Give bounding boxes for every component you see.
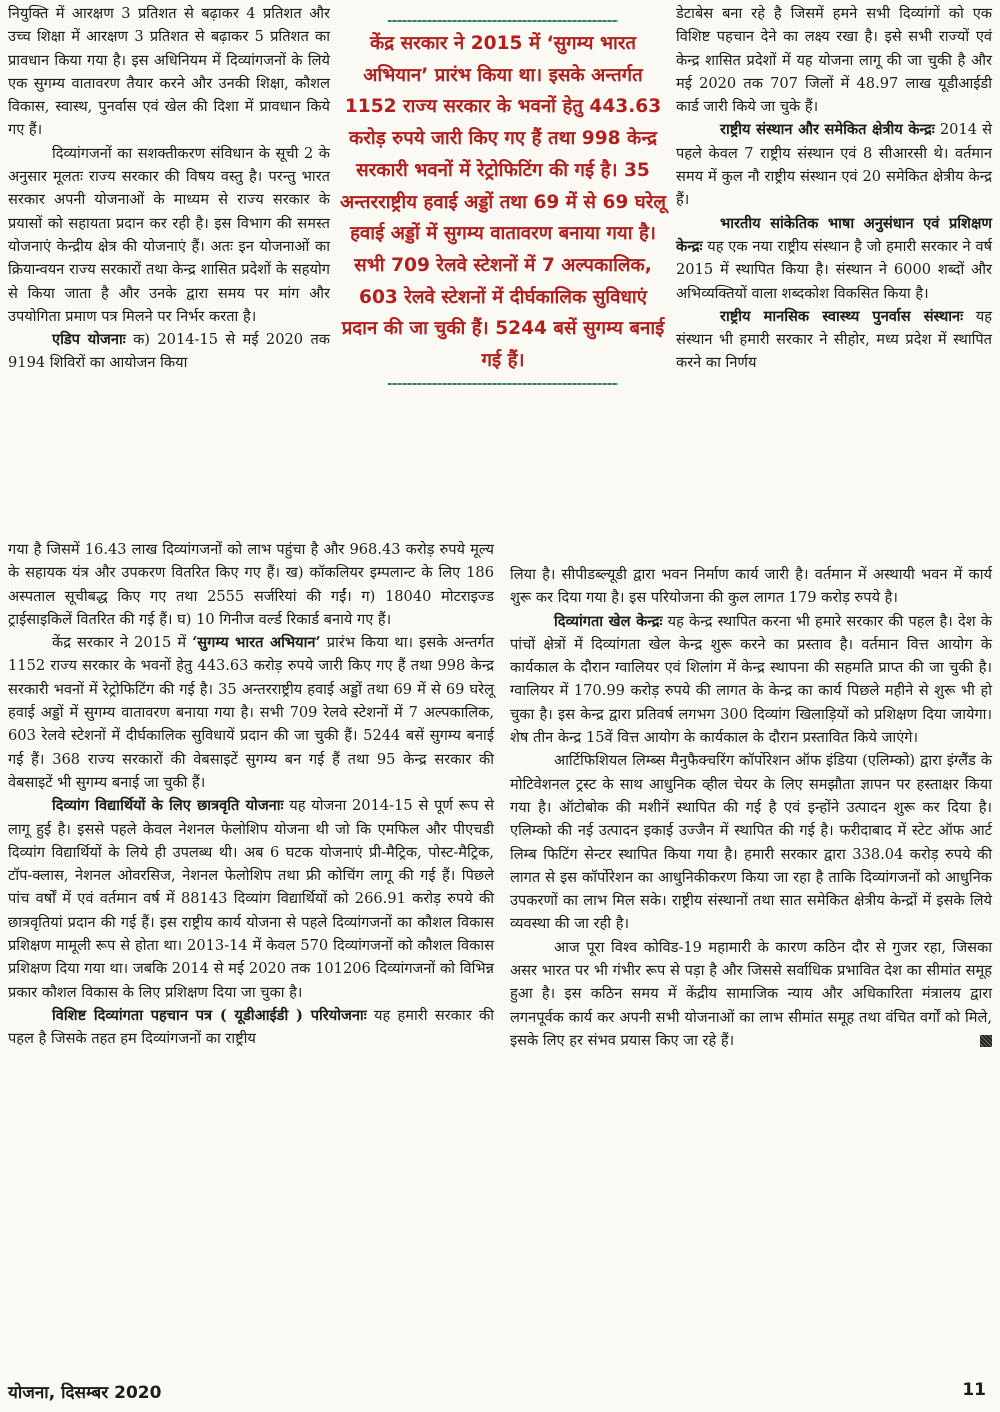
page-number: 11 [962, 1380, 986, 1400]
paragraph-isl [676, 212, 992, 305]
paragraph: डेटाबेस बना रहे है जिसमें हमने सभी दिव्यांगों को एक विशिष्ट पहचान देने का लक्ष्य रखा है। इसे सभी राज्यों एवं केन्द्र शासित प्रदेशों में यह योजना लागू की जा चुकी है और मई 2020 तक 707 जिलों में 48.97 लाख यूडीआईडी कार्ड जारी किये जा चुके हैं। [676, 5, 992, 116]
paragraph-scholarship [8, 794, 494, 1004]
pull-quote-text: केंद्र सरकार ने 2015 में ‘सुगम्य भारत अभियान’ प्रारंभ किया था। इसके अन्तर्गत 1152 राज्य सरकार के भवनों हेतु 443.63 करोड़ रुपये जारी किए गए हैं तथा 998 केन्द्र सरकारी भवनों में रेट्रोफिटिंग की गई है। 35 अन्तरराष्ट्रीय हवाई अड्डों तथा 69 में से 69 घरेलू हवाई अड्डों में सुगम्य वातावरण बनाया गया है। सभी 709 रेलवे स्टेशनों में 7 अल्पकालिक, 603 रेलवे स्टेशनों में दीर्घकालिक सुविधाएं प्रदान की जा चुकी हैं। 5244 बसें सुगम्य बनाई गई हैं। [340, 33, 666, 372]
paragraph-text: यह हमारी सरकार की पहल है जिसके तहत हम दिव्यांगजनों का राष्ट्रीय [8, 1006, 495, 1048]
section-heading: विशिष्ट दिव्यांगता पहचान पत्र ( यूडीआईडी ) परियोजनाः [52, 1006, 367, 1024]
campaign-name: ‘सुगम्य भारत अभियान’ [192, 634, 321, 652]
end-of-article-icon [980, 1035, 992, 1047]
paragraph-udid [8, 1004, 494, 1051]
paragraph: आर्टिफिशियल लिम्ब्स मैनुफैक्चरिंग कॉर्पोरेशन ऑफ इंडिया (एलिम्को) द्वारा इंग्लैंड के मोटिवेशनल ट्रस्ट के साथ आधुनिक व्हील चेयर के लिए समझौता ज्ञापन पर हस्ताक्षर किया गया है। ऑटोबोक की मशीनें स्थापित की गई है एवं इन्होंने उत्पादन शुरू कर दिया है। एलिम्को की नई उत्पादन इकाई उज्जैन में स्थापित की गई है। फरीदाबाद में स्टेट ऑफ आर्ट लिम्ब फिटिंग सेन्टर स्थापित किया गया है। हमारी सरकार द्वारा 338.04 करोड़ रुपये की लागत से इस कॉर्पोरेशन का आधुनिकीकरण किया जा रहा है ताकि दिव्यांगजनों को आधुनिक उपकरणों का लाभ मिल सके। राष्ट्रीय संस्थानों तथा सात समेकित क्षेत्रीय केन्द्रों में इसके लिये व्यवस्था की जा रही है। [510, 752, 992, 933]
paragraph-text: यह संस्थान भी हमारी सरकार ने सीहोर, मध्य प्रदेश में स्थापित करने का निर्णय [676, 307, 992, 372]
column-right-bottom [510, 563, 992, 1052]
column-right-top [676, 2, 992, 375]
paragraph-text: आज पूरा विश्व कोविड-19 महामारी के कारण कठिन दौर से गुजर रहा, जिसका असर भारत पर भी गंभीर रूप से पड़ा है और जिससे सर्वाधिक प्रभावित देश का सीमांत समूह हुआ है। इस कठिन समय में केंद्रीय सामाजिक न्याय और अधिकारिता मंत्रालय द्वारा लगनपूर्वक कार्य कर अपनी सभी योजनाओं का लाभ सीमांत समूह तथा वंचित वर्गों को मिले, इसके लिए हर संभव प्रयास किए जा रहे हैं। [510, 938, 992, 1049]
section-heading: राष्ट्रीय संस्थान और समेकित क्षेत्रीय केन्द्रः [720, 121, 935, 139]
paragraph-text: यह एक नया राष्ट्रीय संस्थान है जो हमारी सरकार ने वर्ष 2015 में स्थापित किया है। संस्थान ने 6000 शब्दों और अभिव्यक्तियों वाला शब्दकोश विकसित किया है। [676, 237, 993, 302]
paragraph-text: 2014 से पहले केवल 7 राष्ट्रीय संस्थान एवं 8 सीआरसी थे। वर्तमान समय में कुल नौ राष्ट्रीय संस्थान एवं 20 समेकित क्षेत्रीय केन्द्र हैं। [676, 121, 992, 209]
divider-top [388, 20, 618, 22]
paragraph: गया है जिसमें 16.43 लाख दिव्यांगजनों को लाभ पहुंचा है और 968.43 करोड़ रुपये मूल्य के सहायक यंत्र और उपकरण वितरित किए गए हैं। ख) कॉकलियर इम्पलान्ट के लिए 186 अस्पताल सूचीबद्ध किए गए तथा 2555 सर्जरियां की गईं। ग) 18040 मोटराइज्ड ट्राईसाइकिलें वितरित की गई हैं। घ) 10 गिनीज वर्ल्ड रिकार्ड बनाये गए हैं। [8, 541, 494, 628]
column-left-top [8, 2, 330, 375]
paragraph-text: केंद्र सरकार ने 2015 में [52, 634, 187, 652]
footer-magazine-name: योजना, दिसम्बर 2020 [8, 1383, 162, 1403]
paragraph-national-institutes [676, 118, 992, 211]
paragraph: नियुक्ति में आरक्षण 3 प्रतिशत से बढ़ाकर 4 प्रतिशत और उच्च शिक्षा में आरक्षण 3 प्रतिशत से बढ़ाकर 5 प्रतिशत का प्रावधान किया गया है। इस अधिनियम में दिव्यांगजनों के लिये एक सुगम्य वातावरण तैयार करने और उनकी शिक्षा, कौशल विकास, स्वास्थ, पुनर्वास एवं खेल की दिशा में प्रावधान किये गए हैं। [8, 5, 330, 139]
paragraph-sports [510, 610, 992, 750]
paragraph: लिया है। सीपीडब्ल्यूडी द्वारा भवन निर्माण कार्य जारी है। वर्तमान में अस्थायी भवन में कार्य शुरू कर दिया गया है। इस परियोजना की कुल लागत 179 करोड़ रुपये है। [510, 566, 992, 607]
section-heading: राष्ट्रीय मानसिक स्वास्थ्य पुनर्वास संस्थानः [720, 307, 964, 325]
section-heading: दिव्यांगता खेल केन्द्रः [554, 612, 663, 630]
paragraph-adip [8, 328, 330, 375]
paragraph-text: प्रारंभ किया था। इसके अन्तर्गत 1152 राज्य सरकार के भवनों हेतु 443.63 करोड़ रुपये जारी किए गए हैं तथा 998 केन्द्र सरकारी भवनों में रेट्रोफिटिंग की गई है। 35 अन्तरराष्ट्रीय हवाई अड्डों तथा 69 में से 69 घरेलू हवाई अड्डों में सुगम्य वातावरण बनाया गया है। सभी 709 रेलवे स्टेशनों में 7 अल्पकालिक, 603 रेलवे स्टेशनों में दीर्घकालिक सुविधायें प्रदान की जा चुकी हैं। 5244 बसें सुगम्य बनाई गई हैं। 368 राज्य सरकारों की वेबसाइटें सुगम्य बन गई हैं तथा 95 केन्द्र सरकार की वेबसाइटें भी सुगम्य बनाई जा चुकी हैं। [8, 634, 494, 791]
section-heading: भारतीय सांकेतिक भाषा अनुसंधान एवं प्रशिक्षण केन्द्रः [676, 214, 992, 255]
paragraph-text: क) 2014-15 से मई 2020 तक 9194 शिविरों का आयोजन किया [8, 331, 330, 372]
paragraph-mental-health [676, 305, 992, 375]
divider-bottom [388, 383, 618, 385]
column-left-bottom [8, 538, 494, 1051]
paragraph-sugamya [8, 631, 494, 794]
section-heading-adip: एडिप योजनाः [52, 331, 126, 349]
pull-quote [338, 14, 668, 532]
paragraph-text: यह योजना 2014-15 से पूर्ण रूप से लागू हुई है। इससे पहले केवल नेशनल फेलोशिप योजना थी जो कि एमफिल और पीएचडी दिव्यांग विद्यार्थियों के लिये ही उपलब्ध थी। अब 6 घटक योजनाएं प्री-मैट्रिक, पोस्ट-मैट्रिक, टॉप-क्लास, नेशनल ओवरसिज, नेशनल फेलोशिप तथा फ्री कोचिंग लागू की गई हैं। पिछले पांच वर्षों में एवं वर्तमान वर्ष में 88143 दिव्यांग विद्यार्थियों को 266.91 करोड़ रुपये की छात्रवृतियां प्रदान की गई हैं। इस राष्ट्रीय कार्य योजना से पहले दिव्यांगजनों का कौशल विकास प्रशिक्षण मामूली रूप से होता था। 2013-14 में केवल 570 दिव्यांगजनों को कौशल विकास प्रशिक्षण दिया गया था। जबकि 2014 से मई 2020 तक 101206 दिव्यांगजनों को विभिन्न प्रकार कौशल विकास के लिए प्रशिक्षण दिया जा चुका है। [8, 797, 495, 1001]
paragraph-text: यह केन्द्र स्थापित करना भी हमारे सरकार की पहल है। देश के पांचों क्षेत्रों में दिव्यांगता खेल केन्द्र शुरू करने का प्रस्ताव है। वर्तमान वित्त आयोग के कार्यकाल के दौरान ग्वालियर एवं शिलांग में केन्द्र स्थापना की सहमति प्राप्त की जा चुकी है। ग्वालियर में 170.99 करोड़ रुपये की लागत के केन्द्र का कार्य पिछले महीने से शुरू भी हो चुका है। इस केन्द्र द्वारा प्रतिवर्ष लगभग 300 दिव्यांग खिलाड़ियों को प्रशिक्षण दिया जायेगा। शेष तीन केन्द्र 15वें वित्त आयोग के कार्यकाल के दौरान प्रस्तावित किये जाएंगे। [510, 612, 992, 747]
paragraph: दिव्यांगजनों का सशक्तीकरण संविधान के सूची 2 के अनुसार मूलतः राज्य सरकार की विषय वस्तु है। परन्तु भारत सरकार अपनी योजनाओं के माध्यम से राज्य सरकार के प्रयासों को सहायता प्रदान कर रही है। इस विभाग की समस्त योजनाएं केन्द्रीय क्षेत्र की योजनाएं हैं। अतः इन योजनाओं का क्रियान्वयन राज्य सरकारों तथा केन्द्र शासित प्रदेशों के सहयोग से किया जाता है और उनके द्वारा समय पर मांग और उपयोगिता प्रमाण पत्र मिलने पर निर्भर करता है। [8, 144, 330, 325]
paragraph-covid [510, 936, 992, 1052]
section-heading: दिव्यांग विद्यार्थियों के लिए छात्रवृति योजनाः [52, 797, 284, 815]
